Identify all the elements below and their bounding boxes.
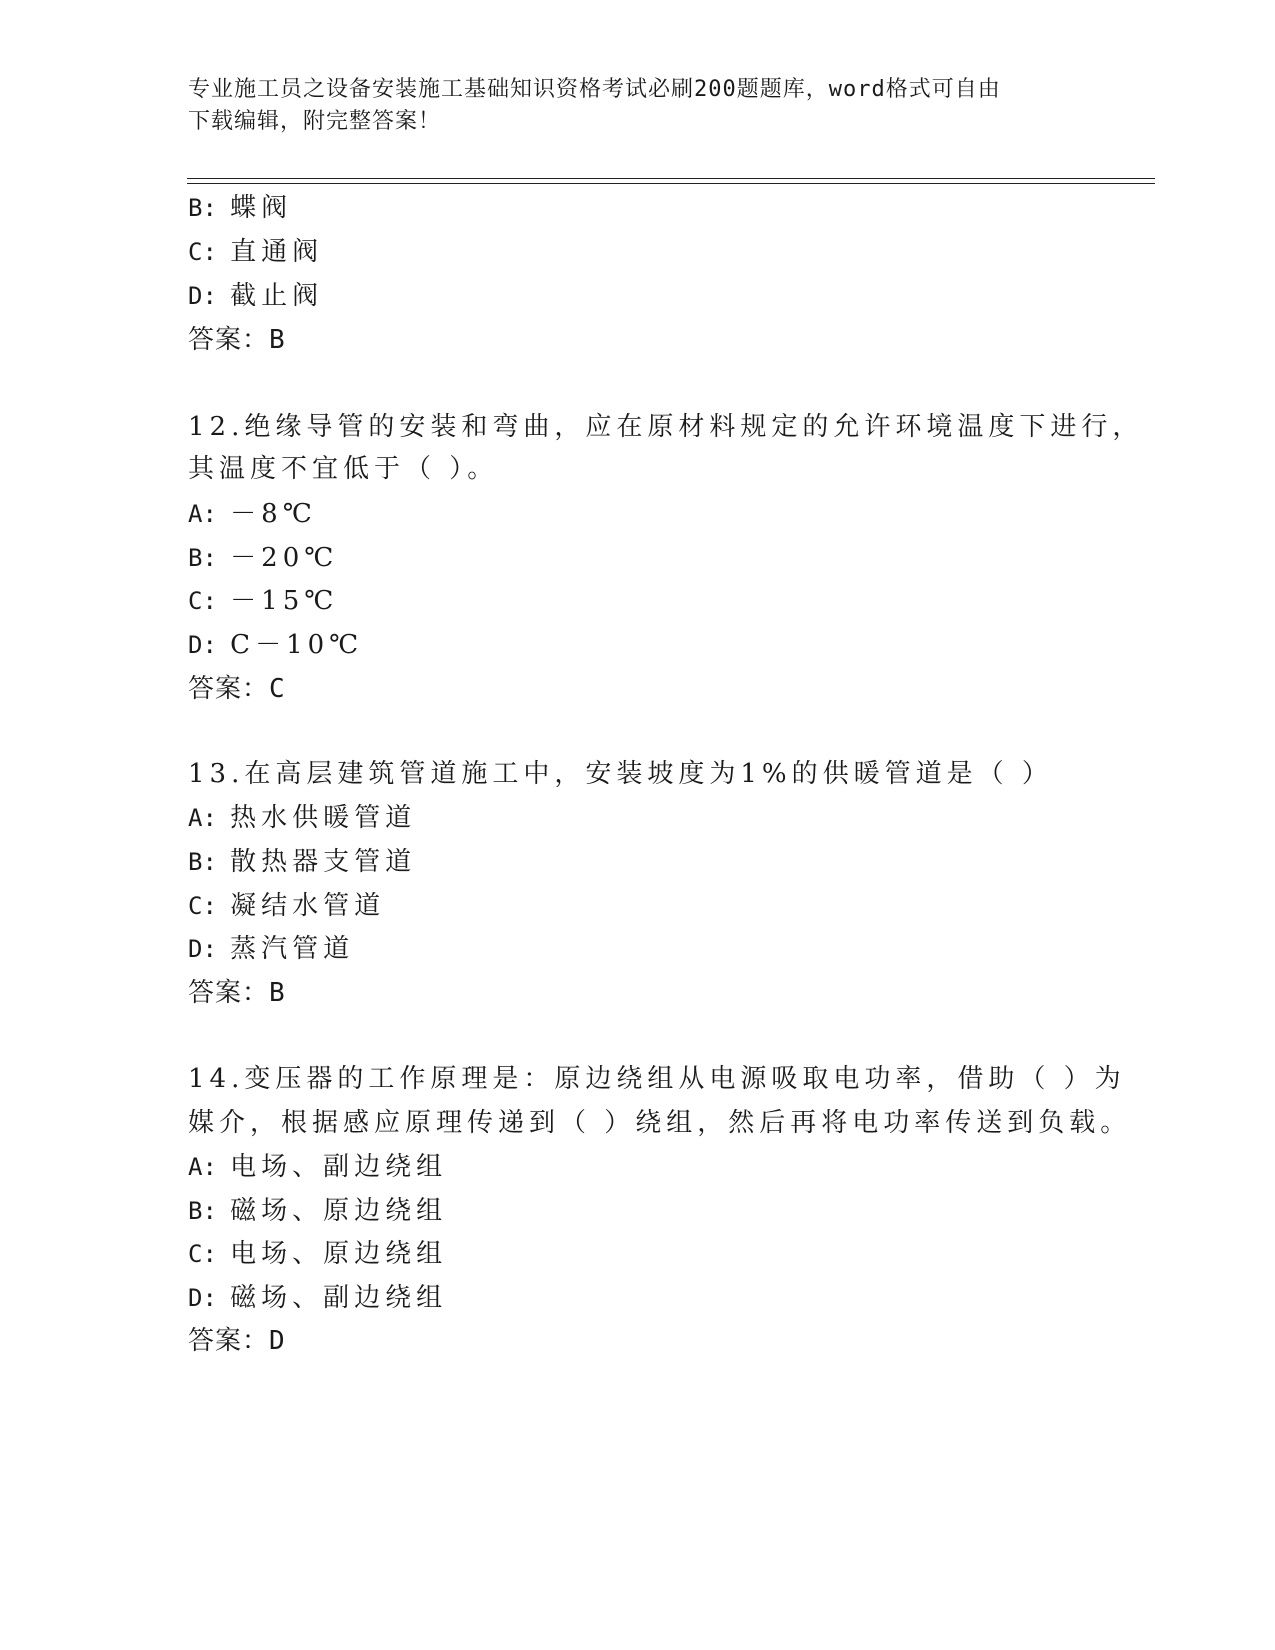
option-c: C: 电场、原边绕组 [188,1239,448,1269]
option-a: A: 电场、副边绕组 [188,1152,448,1182]
header-line-2: 下载编辑，附完整答案！ [188,109,442,134]
option-a: A: －8℃ [188,499,317,529]
option-d: D: 蒸汽管道 [188,934,355,964]
option-c: C: 凝结水管道 [188,891,386,921]
header-divider-top [187,178,1155,179]
answer-line: 答案：B [188,978,286,1008]
option-a: A: 热水供暖管道 [188,803,417,833]
option-b: B: 磁场、原边绕组 [188,1196,448,1226]
question-stem-line-1: 14.变压器的工作原理是：原边绕组从电源吸取电功率，借助（ ）为 [188,1064,1126,1094]
option-c: C: －15℃ [188,586,339,616]
question-stem-line-2: 媒介，根据感应原理传递到（ ）绕组，然后再将电功率传送到负载。 [188,1108,1132,1138]
answer-line: 答案：B [188,325,286,355]
question-stem-line-1: 13.在高层建筑管道施工中，安装坡度为1%的供暖管道是（ ） [188,759,1053,789]
option-c: C: 直通阀 [188,237,324,267]
header-line-1: 专业施工员之设备安装施工基础知识资格考试必刷200题题库，word格式可自由 [188,77,1001,102]
header-divider-bottom [187,183,1155,184]
page-header [188,74,1068,138]
option-b: B: －20℃ [188,543,339,573]
answer-line: 答案：C [188,674,286,704]
question-stem-line-1: 12.绝缘导管的安装和弯曲，应在原材料规定的允许环境温度下进行， [188,412,1144,442]
answer-line: 答案：D [188,1326,286,1356]
option-d: D: 磁场、副边绕组 [188,1283,448,1313]
option-b: B: 蝶阀 [188,193,293,223]
question-stem-line-2: 其温度不宜低于（ ）。 [188,454,499,484]
option-b: B: 散热器支管道 [188,847,417,877]
option-d: D: 截止阀 [188,281,324,311]
option-d: D: C－10℃ [188,630,364,660]
